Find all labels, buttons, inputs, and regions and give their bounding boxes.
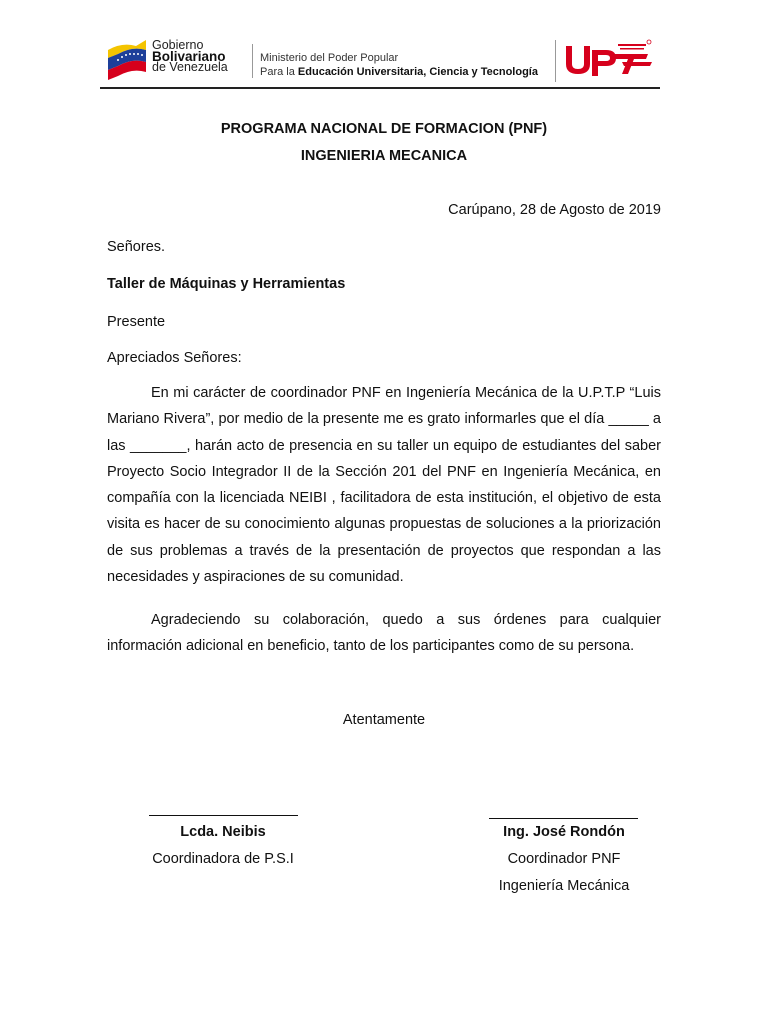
- program-title: PROGRAMA NACIONAL DE FORMACION (PNF): [220, 121, 548, 137]
- signer-right-role-line2: Ingeniería Mecánica: [498, 878, 630, 894]
- gov-logo-line3: de Venezuela: [152, 60, 228, 74]
- header-rule: [100, 87, 660, 89]
- venezuela-flag-icon: [106, 36, 150, 80]
- greeting-line: Apreciados Señores:: [107, 350, 242, 366]
- signature-line-right: [489, 818, 638, 819]
- letter-date: Carúpano, 28 de Agosto de 2019: [448, 202, 661, 218]
- signer-right-name: Ing. José Rondón: [503, 824, 625, 840]
- body-paragraph-1: En mi carácter de coordinador PNF en Ingeniería Mecánica de la U.P.T.P “Luis Mariano Rivera”, por medio de la presente me es grato informarles que el día _____ a las _______, harán acto de presencia en su taller un equipo de estudiantes del saber Proyecto Socio Integrador II de la Sección 201 del PNF en Ingeniería Mecánica, en compañía con la licenciada NEIBI , facilitadora de esta institución, el objetivo de esta visita es hacer de su conocimiento algunas propuestas de soluciones a la priorización de sus problemas a través de la presentación de proyectos que respondan a las necesidades y aspiraciones de su comunidad.: [107, 385, 661, 586]
- ministry-line1: Ministerio del Poder Popular: [260, 52, 399, 64]
- letterhead: [0, 0, 768, 92]
- closing-line: Atentamente: [342, 712, 426, 728]
- gov-logo-line2: Bolivariano: [152, 49, 226, 64]
- header-divider: [555, 40, 556, 82]
- program-subtitle: INGENIERIA MECANICA: [300, 148, 468, 164]
- uptp-logo-icon: [562, 38, 654, 80]
- header-divider: [252, 44, 253, 78]
- ministry-line2: Para la Educación Universitaria, Ciencia y Tecnología: [260, 66, 538, 78]
- signer-left-role: Coordinadora de P.S.I: [152, 851, 294, 867]
- recipient-name: Taller de Máquinas y Herramientas: [107, 276, 346, 292]
- gov-logo-line1: Gobierno: [152, 38, 204, 52]
- signer-left-name: Lcda. Neibis: [180, 824, 266, 840]
- ministry-name: [260, 51, 538, 79]
- body-paragraph-2: Agradeciendo su colaboración, quedo a sus órdenes para cualquier información adicional en beneficio, tanto de los participantes como de su persona.: [107, 612, 661, 655]
- government-logo: [106, 36, 248, 82]
- presente-line: Presente: [107, 314, 166, 330]
- salutation-to: Señores.: [107, 239, 166, 255]
- signature-line-left: [149, 815, 298, 816]
- signer-right-role-line1: Coordinador PNF: [507, 851, 621, 867]
